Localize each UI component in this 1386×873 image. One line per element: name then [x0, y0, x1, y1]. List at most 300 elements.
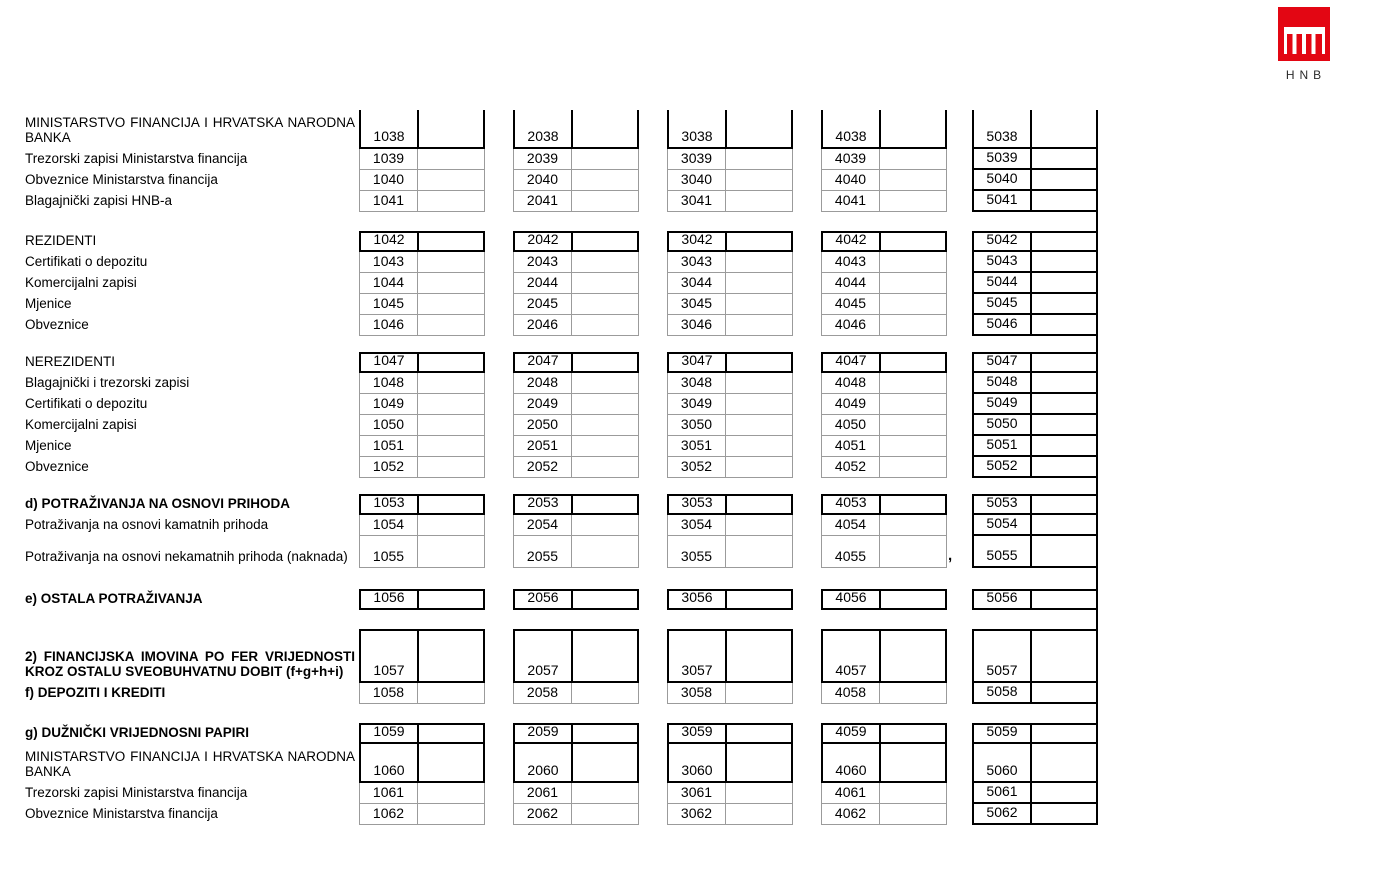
value-field — [881, 110, 945, 147]
position-code: 4061 — [822, 783, 880, 803]
position-code: 4060 — [823, 744, 881, 781]
position-code: 3046 — [668, 315, 726, 335]
code-box — [513, 723, 639, 744]
value-field — [1032, 354, 1096, 371]
value-field — [880, 804, 946, 824]
position-code: 4052 — [822, 457, 880, 477]
row-label-text: Obveznice Ministarstva financija — [25, 172, 218, 187]
value-field — [572, 373, 638, 393]
position-code: 5044 — [974, 273, 1032, 292]
row-label-text: Blagajnički zapisi HNB-a — [25, 193, 173, 208]
value-field — [572, 294, 638, 314]
code-box — [667, 191, 793, 212]
position-code: 4043 — [822, 252, 880, 272]
position-code: 3043 — [668, 252, 726, 272]
code-box — [972, 683, 1098, 704]
code-box — [667, 494, 793, 515]
row-label — [25, 783, 355, 804]
row-label-text: Mjenice — [25, 296, 72, 311]
value-field — [880, 436, 946, 456]
value-field — [1032, 515, 1096, 534]
code-box — [513, 436, 639, 457]
code-box — [513, 494, 639, 515]
value-field — [727, 233, 791, 250]
value-field — [572, 170, 638, 190]
position-code: 1055 — [360, 536, 418, 567]
position-code: 5061 — [974, 783, 1032, 802]
position-code: 3049 — [668, 394, 726, 414]
code-box — [667, 536, 793, 568]
code-box — [513, 191, 639, 212]
code-box — [359, 494, 485, 515]
position-code: 4041 — [822, 191, 880, 211]
value-field — [418, 273, 484, 293]
code-box — [513, 110, 639, 149]
value-field — [418, 415, 484, 435]
row-label-text: Obveznice — [25, 459, 89, 474]
code-box — [821, 457, 947, 478]
row-label-text: Certifikati o depozitu — [25, 396, 148, 411]
position-code: 3057 — [669, 631, 727, 681]
row-label — [25, 536, 355, 568]
code-box — [667, 436, 793, 457]
code-box — [513, 415, 639, 436]
value-field — [726, 804, 792, 824]
row-label-text: REZIDENTI — [25, 233, 97, 248]
column5-edge-connector-line — [1096, 568, 1098, 589]
position-code: 3051 — [668, 436, 726, 456]
value-field — [726, 783, 792, 803]
value-field — [419, 725, 483, 742]
column5-edge-connector-line — [1096, 212, 1098, 231]
value-field — [1032, 536, 1096, 566]
code-box — [667, 170, 793, 191]
position-code: 5060 — [974, 744, 1032, 781]
value-field — [572, 149, 638, 169]
row-label-text: MINISTARSTVO FINANCIJA I HRVATSKA NARODNA BANKA — [25, 749, 355, 779]
position-code: 3044 — [668, 273, 726, 293]
code-box — [821, 394, 947, 415]
position-code: 5045 — [974, 294, 1032, 313]
position-code: 1042 — [361, 233, 419, 250]
code-box — [821, 352, 947, 373]
row-label-text: MINISTARSTVO FINANCIJA I HRVATSKA NARODNA BANKA — [25, 115, 355, 145]
value-field — [573, 725, 637, 742]
code-box — [972, 536, 1098, 568]
code-box — [972, 436, 1098, 457]
value-field — [880, 415, 946, 435]
value-field — [572, 515, 638, 535]
position-code: 4056 — [823, 591, 881, 608]
code-box — [972, 191, 1098, 212]
column5-edge-connector-line — [1096, 610, 1098, 629]
code-box — [667, 744, 793, 783]
code-box — [359, 783, 485, 804]
code-box — [359, 536, 485, 568]
value-field — [881, 725, 945, 742]
position-code: 3053 — [669, 496, 727, 513]
code-box — [513, 783, 639, 804]
code-box — [972, 494, 1098, 515]
row-label — [25, 352, 355, 373]
position-code: 2061 — [514, 783, 572, 803]
row-label-text: Trezorski zapisi Ministarstva financija — [25, 151, 248, 166]
position-code: 2043 — [514, 252, 572, 272]
position-code: 1041 — [360, 191, 418, 211]
code-box — [359, 589, 485, 610]
code-box — [972, 394, 1098, 415]
code-box — [667, 804, 793, 825]
value-field — [1032, 110, 1096, 147]
code-box — [821, 804, 947, 825]
position-code: 4049 — [822, 394, 880, 414]
value-field — [726, 273, 792, 293]
row-label-text: Potraživanja na osnovi kamatnih prihoda — [25, 517, 269, 532]
value-field — [880, 252, 946, 272]
code-box — [972, 273, 1098, 294]
value-field — [1032, 436, 1096, 455]
position-code: 5046 — [974, 315, 1032, 334]
code-box — [513, 231, 639, 252]
column5-edge-connector-line — [1096, 478, 1098, 494]
row-label — [25, 515, 355, 536]
code-box — [821, 723, 947, 744]
value-field — [418, 436, 484, 456]
value-field — [572, 683, 638, 703]
value-field — [573, 496, 637, 513]
position-code: 2057 — [515, 631, 573, 681]
value-field — [880, 315, 946, 335]
row-label-text: Obveznice Ministarstva financija — [25, 806, 218, 821]
value-field — [1032, 631, 1096, 681]
value-field — [1032, 457, 1096, 476]
value-field — [572, 315, 638, 335]
value-field — [573, 631, 637, 681]
value-field — [1032, 725, 1096, 742]
position-code: 1040 — [360, 170, 418, 190]
code-box — [972, 294, 1098, 315]
position-code: 5056 — [974, 591, 1032, 608]
value-field — [881, 744, 945, 781]
position-code: 5047 — [974, 354, 1032, 371]
position-code: 1058 — [360, 683, 418, 703]
value-field — [727, 496, 791, 513]
value-field — [881, 591, 945, 608]
value-field — [881, 496, 945, 513]
code-box — [667, 683, 793, 704]
position-code: 4057 — [823, 631, 881, 681]
code-box — [513, 352, 639, 373]
value-field — [418, 515, 484, 535]
value-field — [418, 804, 484, 824]
value-field — [880, 191, 946, 211]
position-code: 2062 — [514, 804, 572, 824]
row-label — [25, 170, 355, 191]
code-box — [972, 457, 1098, 478]
value-field — [418, 536, 484, 567]
position-code: 4042 — [823, 233, 881, 250]
code-box — [513, 394, 639, 415]
code-box — [821, 273, 947, 294]
row-label-text: Komercijalni zapisi — [25, 417, 137, 432]
code-box — [513, 683, 639, 704]
value-field — [1032, 170, 1096, 189]
value-field — [572, 252, 638, 272]
value-field — [419, 233, 483, 250]
value-field — [726, 170, 792, 190]
position-code: 5055 — [974, 536, 1032, 566]
position-code: 5050 — [974, 415, 1032, 434]
position-code: 1052 — [360, 457, 418, 477]
value-field — [1032, 683, 1096, 702]
position-code: 4062 — [822, 804, 880, 824]
value-field — [1032, 783, 1096, 802]
value-field — [1032, 233, 1096, 250]
position-code: 5043 — [974, 252, 1032, 271]
position-code: 2044 — [514, 273, 572, 293]
value-field — [880, 170, 946, 190]
position-code: 4048 — [822, 373, 880, 393]
value-field — [1032, 373, 1096, 392]
value-field — [418, 315, 484, 335]
value-field — [573, 744, 637, 781]
value-field — [1032, 315, 1096, 334]
position-code: 1056 — [361, 591, 419, 608]
position-code: 5042 — [974, 233, 1032, 250]
position-code: 1047 — [361, 354, 419, 371]
code-box — [513, 170, 639, 191]
position-code: 5041 — [974, 191, 1032, 210]
code-box — [667, 252, 793, 273]
position-code: 1057 — [361, 631, 419, 681]
position-code: 5054 — [974, 515, 1032, 534]
position-code: 2046 — [514, 315, 572, 335]
row-label — [25, 110, 355, 149]
position-code: 5039 — [974, 149, 1032, 168]
code-box — [972, 231, 1098, 252]
row-label — [25, 457, 355, 478]
position-code: 3050 — [668, 415, 726, 435]
position-code: 4047 — [823, 354, 881, 371]
value-field — [727, 354, 791, 371]
value-field — [1032, 496, 1096, 513]
value-field — [573, 233, 637, 250]
value-field — [418, 394, 484, 414]
code-box — [972, 110, 1098, 149]
value-field — [726, 315, 792, 335]
row-label-text: 2) FINANCIJSKA IMOVINA PO FER VRIJEDNOSTI KROZ OSTALU SVEOBUHVATNU DOBIT (f+g+h+i) — [25, 649, 355, 679]
value-field — [880, 294, 946, 314]
value-field — [572, 394, 638, 414]
position-code: 3056 — [669, 591, 727, 608]
row-label-text: Blagajnički i trezorski zapisi — [25, 375, 190, 390]
row-label — [25, 683, 355, 704]
row-label — [25, 589, 355, 610]
row-label — [25, 744, 355, 783]
code-box — [359, 683, 485, 704]
position-code: 2053 — [515, 496, 573, 513]
position-code: 2050 — [514, 415, 572, 435]
value-field — [727, 110, 791, 147]
code-box — [359, 252, 485, 273]
row-label-text: Trezorski zapisi Ministarstva financija — [25, 785, 248, 800]
code-box — [513, 629, 639, 683]
code-box — [359, 294, 485, 315]
value-field — [726, 149, 792, 169]
row-label — [25, 252, 355, 273]
value-field — [418, 373, 484, 393]
position-code: 2054 — [514, 515, 572, 535]
code-box — [821, 110, 947, 149]
position-code: 5052 — [974, 457, 1032, 476]
hnb-logo-text: HNB — [1285, 68, 1327, 82]
position-code: 1044 — [360, 273, 418, 293]
value-field — [726, 394, 792, 414]
value-field — [880, 783, 946, 803]
position-code: 4045 — [822, 294, 880, 314]
position-code: 3040 — [668, 170, 726, 190]
code-box — [667, 629, 793, 683]
position-code: 3052 — [668, 457, 726, 477]
code-box — [972, 589, 1098, 610]
position-code: 4039 — [822, 149, 880, 169]
code-box — [359, 373, 485, 394]
code-box — [513, 804, 639, 825]
code-box — [667, 783, 793, 804]
value-field — [573, 354, 637, 371]
value-field — [880, 273, 946, 293]
code-box — [359, 415, 485, 436]
code-box — [821, 170, 947, 191]
position-code: 3061 — [668, 783, 726, 803]
value-field — [1032, 744, 1096, 781]
position-code: 5038 — [974, 110, 1032, 147]
value-field — [419, 631, 483, 681]
value-field — [419, 744, 483, 781]
position-code: 1059 — [361, 725, 419, 742]
value-field — [419, 496, 483, 513]
code-box — [667, 110, 793, 149]
value-field — [572, 191, 638, 211]
value-field — [418, 170, 484, 190]
position-code: 1048 — [360, 373, 418, 393]
code-box — [972, 149, 1098, 170]
code-box — [972, 170, 1098, 191]
code-box — [667, 352, 793, 373]
position-code: 4050 — [822, 415, 880, 435]
code-box — [821, 294, 947, 315]
value-field — [573, 110, 637, 147]
code-box — [667, 394, 793, 415]
code-box — [513, 315, 639, 336]
code-box — [359, 110, 485, 149]
position-code: 4044 — [822, 273, 880, 293]
code-box — [821, 149, 947, 170]
position-code: 2045 — [514, 294, 572, 314]
value-field — [1032, 294, 1096, 313]
position-code: 5048 — [974, 373, 1032, 392]
position-code: 1061 — [360, 783, 418, 803]
position-code: 3060 — [669, 744, 727, 781]
code-box — [667, 315, 793, 336]
position-code: 1050 — [360, 415, 418, 435]
value-field — [572, 536, 638, 567]
code-box — [821, 315, 947, 336]
row-label — [25, 315, 355, 336]
row-label-text: Certifikati o depozitu — [25, 254, 148, 269]
value-field — [572, 804, 638, 824]
row-label-text: NEREZIDENTI — [25, 354, 116, 369]
value-field — [418, 252, 484, 272]
position-code: 2047 — [515, 354, 573, 371]
code-box — [359, 723, 485, 744]
position-code: 1053 — [361, 496, 419, 513]
code-box — [667, 294, 793, 315]
value-field — [726, 415, 792, 435]
position-code: 2049 — [514, 394, 572, 414]
code-box — [513, 515, 639, 536]
code-box — [359, 352, 485, 373]
row-label-text: e) OSTALA POTRAŽIVANJA — [25, 591, 203, 606]
code-box — [821, 515, 947, 536]
value-field — [1032, 252, 1096, 271]
value-field — [727, 631, 791, 681]
code-box — [972, 415, 1098, 436]
row-label — [25, 723, 355, 744]
position-code: 3045 — [668, 294, 726, 314]
position-code: 3062 — [668, 804, 726, 824]
code-box — [972, 804, 1098, 825]
code-box — [359, 191, 485, 212]
position-code: 3039 — [668, 149, 726, 169]
row-label — [25, 294, 355, 315]
value-field — [1032, 804, 1096, 823]
value-field — [880, 536, 946, 567]
value-field — [1032, 273, 1096, 292]
value-field — [572, 415, 638, 435]
row-label — [25, 231, 355, 252]
code-box — [359, 744, 485, 783]
position-code: 1039 — [360, 149, 418, 169]
code-box — [821, 373, 947, 394]
code-box — [359, 457, 485, 478]
position-code: 3047 — [669, 354, 727, 371]
position-code: 4055 — [822, 536, 880, 567]
value-field — [418, 294, 484, 314]
code-box — [513, 149, 639, 170]
position-code: 1049 — [360, 394, 418, 414]
code-box — [667, 415, 793, 436]
position-code: 5040 — [974, 170, 1032, 189]
position-code: 4054 — [822, 515, 880, 535]
code-box — [972, 744, 1098, 783]
value-field — [726, 515, 792, 535]
code-box — [972, 783, 1098, 804]
position-code: 2042 — [515, 233, 573, 250]
code-box — [972, 352, 1098, 373]
value-field — [726, 436, 792, 456]
row-label-text: Mjenice — [25, 438, 72, 453]
code-box — [513, 252, 639, 273]
code-box — [972, 723, 1098, 744]
row-label-text: d) POTRAŽIVANJA NA OSNOVI PRIHODA — [25, 496, 291, 511]
code-box — [667, 149, 793, 170]
code-box — [821, 494, 947, 515]
value-field — [726, 536, 792, 567]
position-code: 1054 — [360, 515, 418, 535]
value-field — [880, 457, 946, 477]
column5-edge-connector-line — [1096, 704, 1098, 723]
